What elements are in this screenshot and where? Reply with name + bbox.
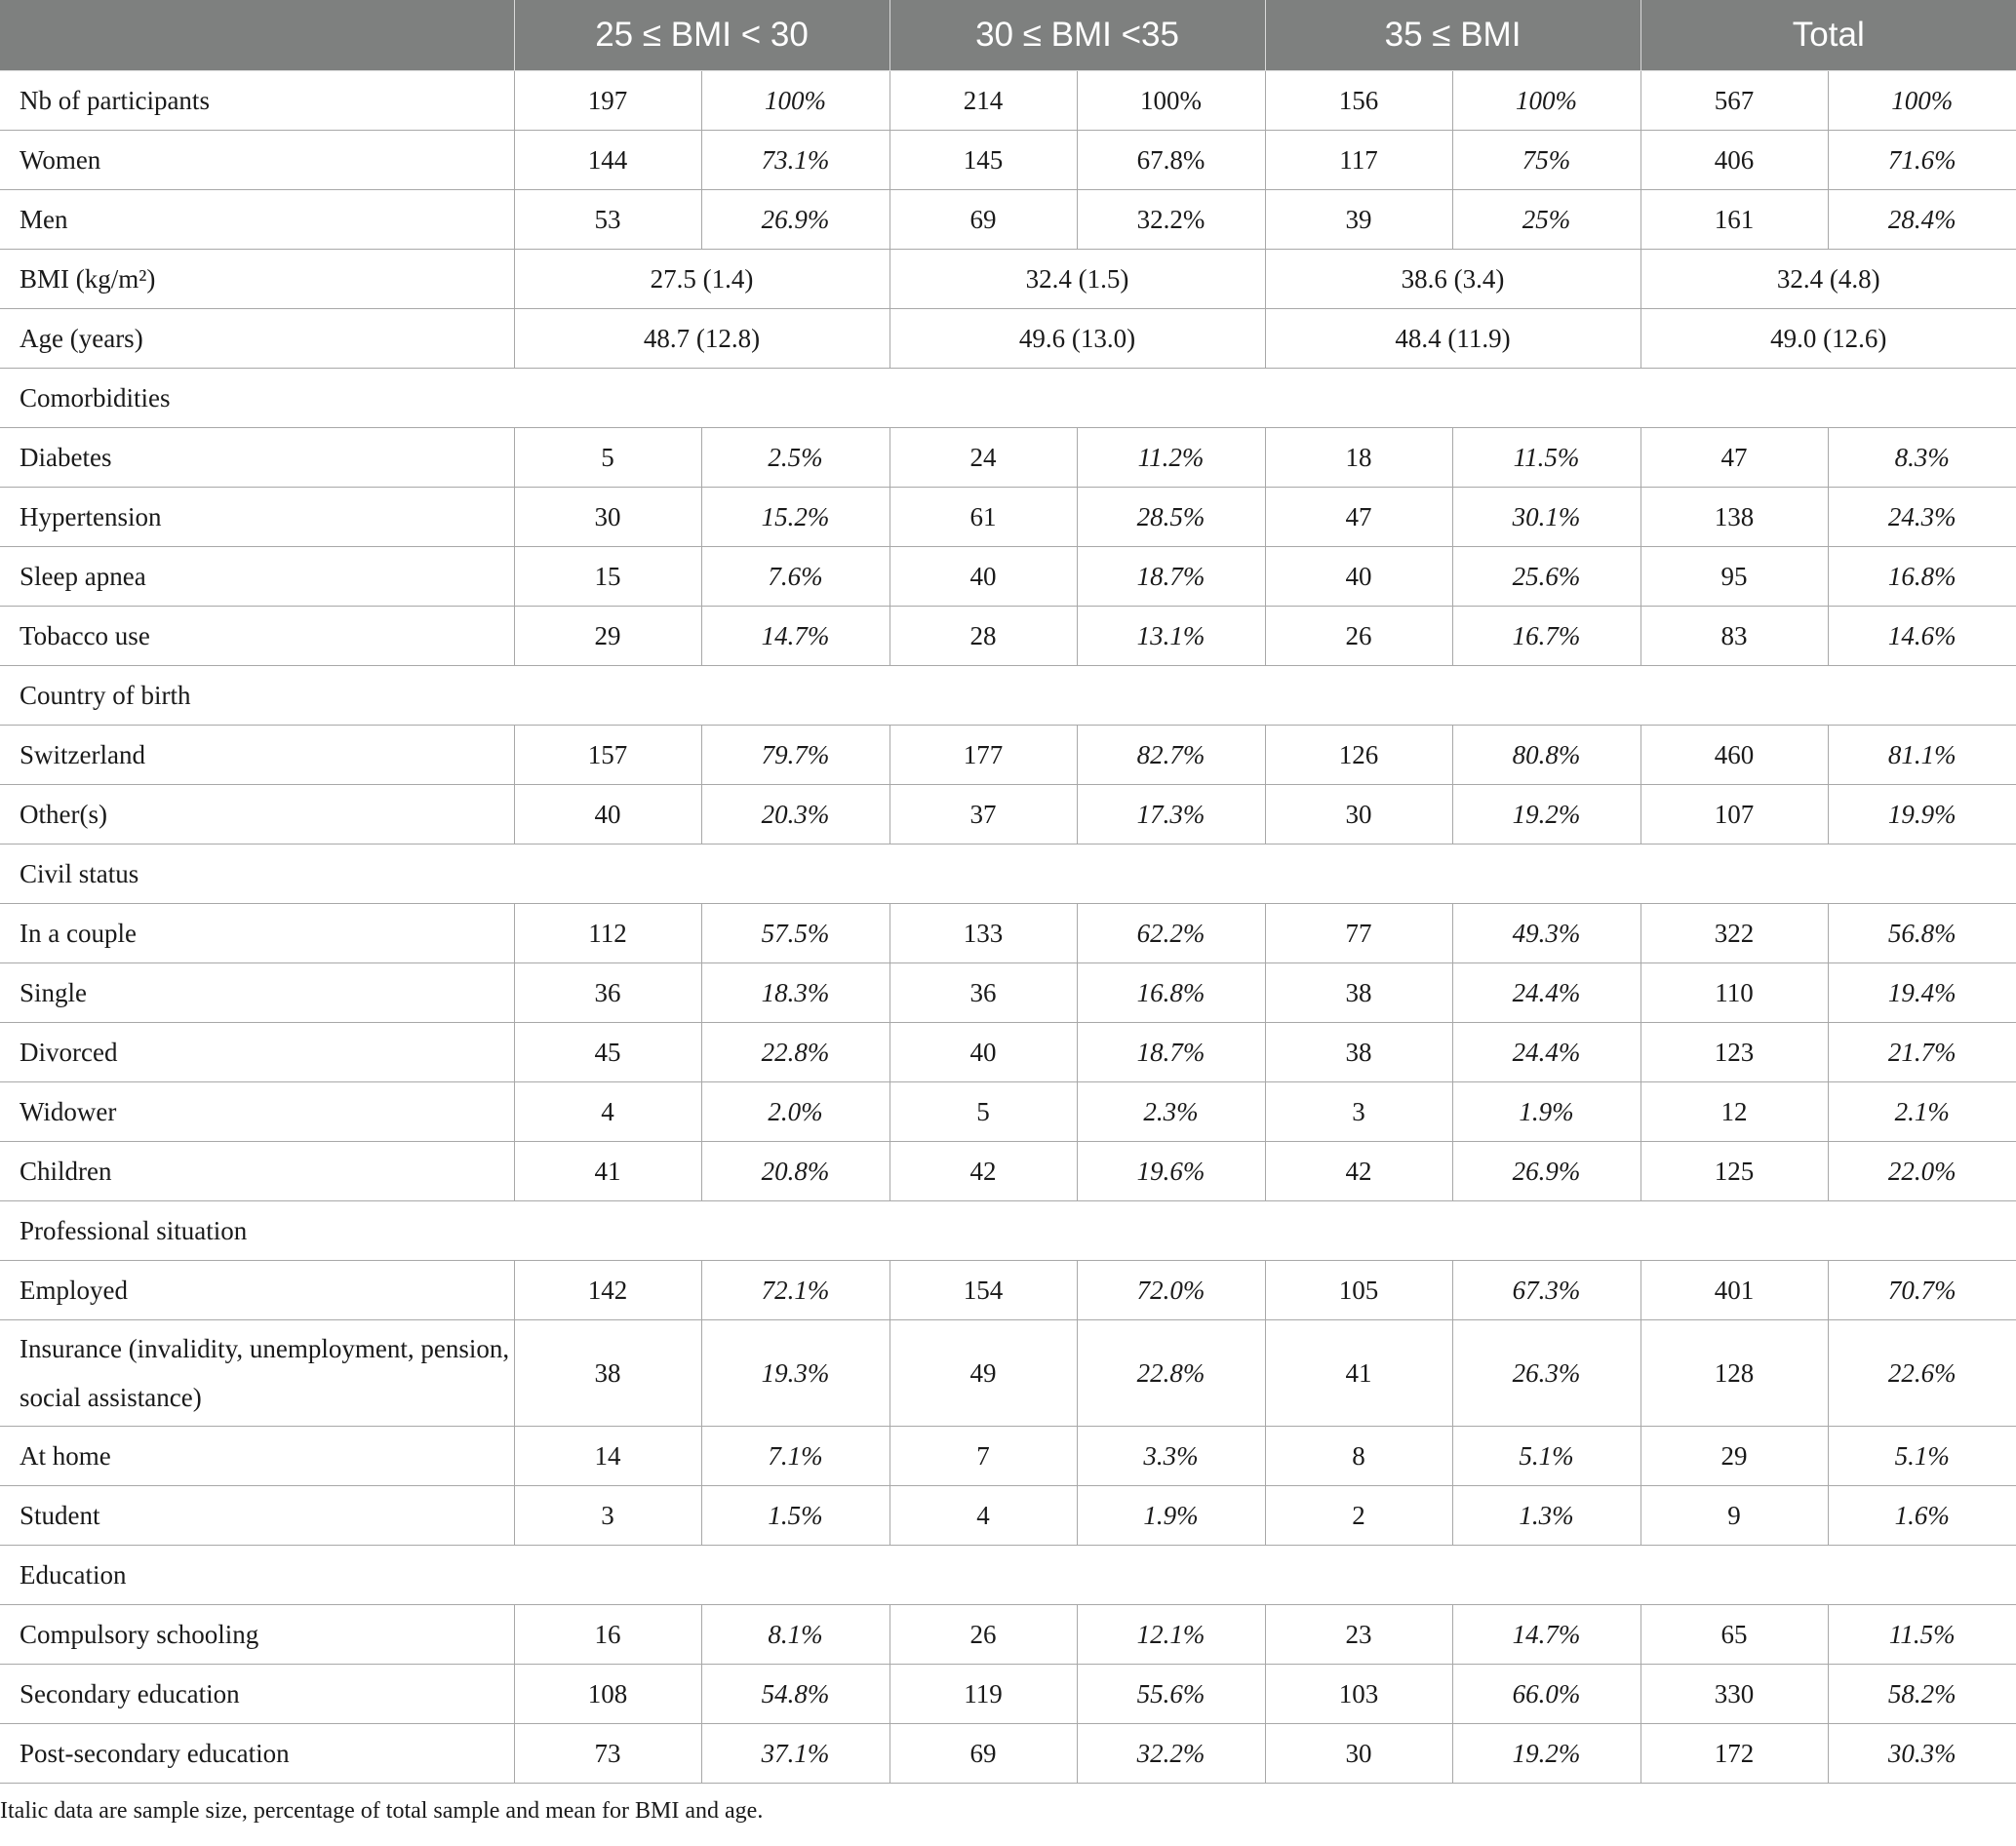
percent-cell: 14.6%	[1828, 607, 2016, 666]
count-cell: 69	[889, 1724, 1077, 1784]
count-cell: 142	[514, 1261, 701, 1320]
percent-cell: 16.8%	[1828, 547, 2016, 607]
section-row	[0, 369, 2016, 428]
percent-cell: 2.5%	[701, 428, 889, 488]
count-cell: 401	[1640, 1261, 1828, 1320]
count-cell: 8	[1265, 1427, 1452, 1486]
row-label: Switzerland	[0, 726, 514, 785]
count-cell: 41	[1265, 1320, 1452, 1427]
count-cell: 145	[889, 131, 1077, 190]
count-cell: 36	[889, 963, 1077, 1023]
percent-cell: 3.3%	[1077, 1427, 1265, 1486]
count-cell: 133	[889, 904, 1077, 963]
count-cell: 107	[1640, 785, 1828, 844]
count-cell: 42	[889, 1142, 1077, 1201]
percent-cell: 20.3%	[701, 785, 889, 844]
percent-cell: 100%	[701, 71, 889, 131]
count-cell: 83	[1640, 607, 1828, 666]
count-cell: 126	[1265, 726, 1452, 785]
row-label: Employed	[0, 1261, 514, 1320]
count-cell: 18	[1265, 428, 1452, 488]
header-group: Total	[1640, 0, 2016, 71]
count-cell: 119	[889, 1665, 1077, 1724]
percent-cell: 5.1%	[1828, 1427, 2016, 1486]
count-cell: 26	[1265, 607, 1452, 666]
percent-cell: 7.6%	[701, 547, 889, 607]
header-group: 35 ≤ BMI	[1265, 0, 1640, 71]
row-label: Tobacco use	[0, 607, 514, 666]
count-cell: 7	[889, 1427, 1077, 1486]
count-cell: 12	[1640, 1082, 1828, 1142]
section-row	[0, 844, 2016, 904]
count-cell: 197	[514, 71, 701, 131]
section-label: Professional situation	[0, 1201, 2016, 1261]
count-cell: 37	[889, 785, 1077, 844]
percent-cell: 2.3%	[1077, 1082, 1265, 1142]
table-row	[0, 547, 2016, 607]
count-cell: 38	[1265, 963, 1452, 1023]
mean-sd-cell: 32.4 (4.8)	[1640, 250, 2016, 309]
percent-cell: 2.0%	[701, 1082, 889, 1142]
percent-cell: 56.8%	[1828, 904, 2016, 963]
count-cell: 30	[1265, 1724, 1452, 1784]
percent-cell: 19.3%	[701, 1320, 889, 1427]
header-row	[0, 0, 2016, 71]
percent-cell: 18.3%	[701, 963, 889, 1023]
count-cell: 69	[889, 190, 1077, 250]
count-cell: 157	[514, 726, 701, 785]
count-cell: 567	[1640, 71, 1828, 131]
percent-cell: 19.2%	[1452, 785, 1640, 844]
percent-cell: 28.5%	[1077, 488, 1265, 547]
percent-cell: 54.8%	[701, 1665, 889, 1724]
percent-cell: 100%	[1452, 71, 1640, 131]
table-row	[0, 1082, 2016, 1142]
percent-cell: 18.7%	[1077, 1023, 1265, 1082]
table-row	[0, 1320, 2016, 1427]
count-cell: 330	[1640, 1665, 1828, 1724]
percent-cell: 82.7%	[1077, 726, 1265, 785]
row-label: Insurance (invalidity, unemployment, pension, social assistance)	[0, 1320, 514, 1427]
percent-cell: 81.1%	[1828, 726, 2016, 785]
row-label: Divorced	[0, 1023, 514, 1082]
percent-cell: 67.3%	[1452, 1261, 1640, 1320]
row-label: BMI (kg/m²)	[0, 250, 514, 309]
percent-cell: 26.9%	[1452, 1142, 1640, 1201]
count-cell: 39	[1265, 190, 1452, 250]
count-cell: 40	[514, 785, 701, 844]
percent-cell: 14.7%	[701, 607, 889, 666]
percent-cell: 80.8%	[1452, 726, 1640, 785]
percent-cell: 17.3%	[1077, 785, 1265, 844]
count-cell: 47	[1265, 488, 1452, 547]
table-row	[0, 309, 2016, 369]
mean-sd-cell: 27.5 (1.4)	[514, 250, 889, 309]
percent-cell: 1.9%	[1077, 1486, 1265, 1546]
row-label: Widower	[0, 1082, 514, 1142]
percent-cell: 55.6%	[1077, 1665, 1265, 1724]
header-group: 25 ≤ BMI < 30	[514, 0, 889, 71]
percent-cell: 22.8%	[701, 1023, 889, 1082]
table-row	[0, 904, 2016, 963]
percent-cell: 79.7%	[701, 726, 889, 785]
count-cell: 36	[514, 963, 701, 1023]
percent-cell: 11.2%	[1077, 428, 1265, 488]
percent-cell: 8.3%	[1828, 428, 2016, 488]
row-label: Single	[0, 963, 514, 1023]
section-label: Civil status	[0, 844, 2016, 904]
percent-cell: 16.7%	[1452, 607, 1640, 666]
count-cell: 15	[514, 547, 701, 607]
percent-cell: 24.4%	[1452, 963, 1640, 1023]
count-cell: 23	[1265, 1605, 1452, 1665]
mean-sd-cell: 49.6 (13.0)	[889, 309, 1265, 369]
percent-cell: 15.2%	[701, 488, 889, 547]
row-label: Age (years)	[0, 309, 514, 369]
count-cell: 16	[514, 1605, 701, 1665]
table-row	[0, 785, 2016, 844]
table-row	[0, 1486, 2016, 1546]
percent-cell: 7.1%	[701, 1427, 889, 1486]
percent-cell: 26.3%	[1452, 1320, 1640, 1427]
count-cell: 112	[514, 904, 701, 963]
row-label: Hypertension	[0, 488, 514, 547]
percent-cell: 100%	[1828, 71, 2016, 131]
percent-cell: 30.3%	[1828, 1724, 2016, 1784]
percent-cell: 32.2%	[1077, 190, 1265, 250]
percent-cell: 22.0%	[1828, 1142, 2016, 1201]
section-label: Education	[0, 1546, 2016, 1605]
count-cell: 103	[1265, 1665, 1452, 1724]
section-label: Comorbidities	[0, 369, 2016, 428]
count-cell: 41	[514, 1142, 701, 1201]
count-cell: 4	[889, 1486, 1077, 1546]
percent-cell: 72.0%	[1077, 1261, 1265, 1320]
table-row	[0, 607, 2016, 666]
count-cell: 460	[1640, 726, 1828, 785]
percent-cell: 49.3%	[1452, 904, 1640, 963]
count-cell: 128	[1640, 1320, 1828, 1427]
count-cell: 322	[1640, 904, 1828, 963]
count-cell: 53	[514, 190, 701, 250]
count-cell: 29	[514, 607, 701, 666]
count-cell: 108	[514, 1665, 701, 1724]
percent-cell: 25.6%	[1452, 547, 1640, 607]
count-cell: 214	[889, 71, 1077, 131]
count-cell: 65	[1640, 1605, 1828, 1665]
mean-sd-cell: 32.4 (1.5)	[889, 250, 1265, 309]
percent-cell: 37.1%	[701, 1724, 889, 1784]
row-label: Compulsory schooling	[0, 1605, 514, 1665]
row-label: In a couple	[0, 904, 514, 963]
count-cell: 28	[889, 607, 1077, 666]
mean-sd-cell: 49.0 (12.6)	[1640, 309, 2016, 369]
percent-cell: 22.8%	[1077, 1320, 1265, 1427]
table-row	[0, 131, 2016, 190]
count-cell: 125	[1640, 1142, 1828, 1201]
percent-cell: 58.2%	[1828, 1665, 2016, 1724]
count-cell: 2	[1265, 1486, 1452, 1546]
count-cell: 156	[1265, 71, 1452, 131]
row-label: Men	[0, 190, 514, 250]
count-cell: 105	[1265, 1261, 1452, 1320]
percent-cell: 100%	[1077, 71, 1265, 131]
percent-cell: 66.0%	[1452, 1665, 1640, 1724]
row-label: Women	[0, 131, 514, 190]
percent-cell: 24.4%	[1452, 1023, 1640, 1082]
mean-sd-cell: 38.6 (3.4)	[1265, 250, 1640, 309]
count-cell: 177	[889, 726, 1077, 785]
count-cell: 24	[889, 428, 1077, 488]
count-cell: 14	[514, 1427, 701, 1486]
percent-cell: 11.5%	[1452, 428, 1640, 488]
percent-cell: 73.1%	[701, 131, 889, 190]
count-cell: 123	[1640, 1023, 1828, 1082]
percent-cell: 1.5%	[701, 1486, 889, 1546]
percent-cell: 16.8%	[1077, 963, 1265, 1023]
row-label: Student	[0, 1486, 514, 1546]
header-blank	[0, 0, 514, 71]
percent-cell: 1.9%	[1452, 1082, 1640, 1142]
count-cell: 5	[514, 428, 701, 488]
count-cell: 5	[889, 1082, 1077, 1142]
table-row	[0, 1605, 2016, 1665]
percent-cell: 22.6%	[1828, 1320, 2016, 1427]
count-cell: 42	[1265, 1142, 1452, 1201]
percent-cell: 2.1%	[1828, 1082, 2016, 1142]
percent-cell: 71.6%	[1828, 131, 2016, 190]
count-cell: 26	[889, 1605, 1077, 1665]
percent-cell: 28.4%	[1828, 190, 2016, 250]
count-cell: 138	[1640, 488, 1828, 547]
table-row	[0, 1427, 2016, 1486]
percent-cell: 24.3%	[1828, 488, 2016, 547]
table-row	[0, 963, 2016, 1023]
row-label: Diabetes	[0, 428, 514, 488]
count-cell: 61	[889, 488, 1077, 547]
row-label: Sleep apnea	[0, 547, 514, 607]
count-cell: 73	[514, 1724, 701, 1784]
count-cell: 161	[1640, 190, 1828, 250]
count-cell: 110	[1640, 963, 1828, 1023]
percent-cell: 21.7%	[1828, 1023, 2016, 1082]
percent-cell: 72.1%	[701, 1261, 889, 1320]
percent-cell: 18.7%	[1077, 547, 1265, 607]
table-row	[0, 428, 2016, 488]
percent-cell: 25%	[1452, 190, 1640, 250]
percent-cell: 57.5%	[701, 904, 889, 963]
percent-cell: 75%	[1452, 131, 1640, 190]
row-label: Children	[0, 1142, 514, 1201]
percent-cell: 19.6%	[1077, 1142, 1265, 1201]
count-cell: 4	[514, 1082, 701, 1142]
percent-cell: 62.2%	[1077, 904, 1265, 963]
row-label: Post-secondary education	[0, 1724, 514, 1784]
percent-cell: 14.7%	[1452, 1605, 1640, 1665]
percent-cell: 32.2%	[1077, 1724, 1265, 1784]
section-row	[0, 1201, 2016, 1261]
count-cell: 38	[514, 1320, 701, 1427]
count-cell: 49	[889, 1320, 1077, 1427]
count-cell: 40	[889, 547, 1077, 607]
percent-cell: 1.6%	[1828, 1486, 2016, 1546]
table-row	[0, 190, 2016, 250]
table-row	[0, 1142, 2016, 1201]
percent-cell: 30.1%	[1452, 488, 1640, 547]
count-cell: 172	[1640, 1724, 1828, 1784]
count-cell: 3	[514, 1486, 701, 1546]
percent-cell: 1.3%	[1452, 1486, 1640, 1546]
table-row	[0, 71, 2016, 131]
count-cell: 47	[1640, 428, 1828, 488]
percent-cell: 12.1%	[1077, 1605, 1265, 1665]
count-cell: 30	[514, 488, 701, 547]
count-cell: 3	[1265, 1082, 1452, 1142]
table-row	[0, 250, 2016, 309]
table-row	[0, 1724, 2016, 1784]
count-cell: 77	[1265, 904, 1452, 963]
percent-cell: 19.2%	[1452, 1724, 1640, 1784]
row-label: At home	[0, 1427, 514, 1486]
percent-cell: 19.4%	[1828, 963, 2016, 1023]
count-cell: 117	[1265, 131, 1452, 190]
section-row	[0, 1546, 2016, 1605]
count-cell: 9	[1640, 1486, 1828, 1546]
percent-cell: 11.5%	[1828, 1605, 2016, 1665]
percent-cell: 67.8%	[1077, 131, 1265, 190]
count-cell: 144	[514, 131, 701, 190]
count-cell: 95	[1640, 547, 1828, 607]
table-row	[0, 1023, 2016, 1082]
count-cell: 29	[1640, 1427, 1828, 1486]
mean-sd-cell: 48.4 (11.9)	[1265, 309, 1640, 369]
count-cell: 40	[889, 1023, 1077, 1082]
section-label: Country of birth	[0, 666, 2016, 726]
percent-cell: 5.1%	[1452, 1427, 1640, 1486]
header-group: 30 ≤ BMI <35	[889, 0, 1265, 71]
row-label: Nb of participants	[0, 71, 514, 131]
table-row	[0, 1665, 2016, 1724]
percent-cell: 13.1%	[1077, 607, 1265, 666]
count-cell: 30	[1265, 785, 1452, 844]
table-body	[0, 71, 2016, 1784]
section-row	[0, 666, 2016, 726]
table-row	[0, 726, 2016, 785]
row-label: Secondary education	[0, 1665, 514, 1724]
table-row	[0, 488, 2016, 547]
percent-cell: 8.1%	[701, 1605, 889, 1665]
percent-cell: 19.9%	[1828, 785, 2016, 844]
row-label: Other(s)	[0, 785, 514, 844]
percent-cell: 20.8%	[701, 1142, 889, 1201]
count-cell: 406	[1640, 131, 1828, 190]
percent-cell: 26.9%	[701, 190, 889, 250]
count-cell: 45	[514, 1023, 701, 1082]
percent-cell: 70.7%	[1828, 1261, 2016, 1320]
table-footnote: Italic data are sample size, percentage of total sample and mean for BMI and age.	[0, 1798, 764, 1824]
count-cell: 40	[1265, 547, 1452, 607]
count-cell: 154	[889, 1261, 1077, 1320]
count-cell: 38	[1265, 1023, 1452, 1082]
table-row	[0, 1261, 2016, 1320]
mean-sd-cell: 48.7 (12.8)	[514, 309, 889, 369]
